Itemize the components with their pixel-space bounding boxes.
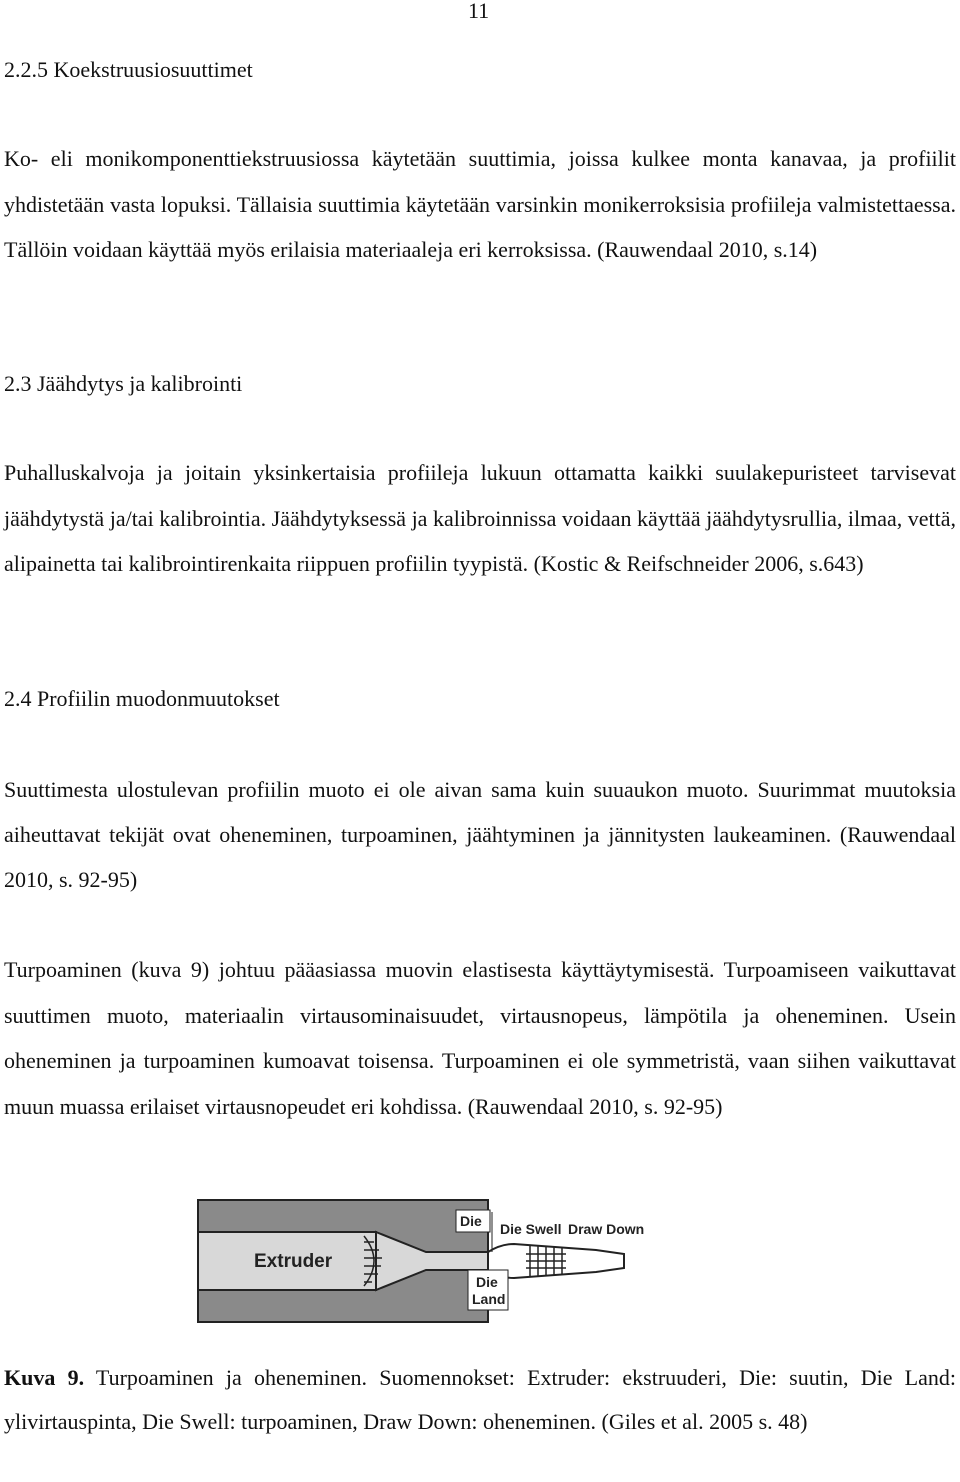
draw-down-label: Draw Down [568, 1221, 645, 1237]
die-land-label-line2: Land [472, 1291, 506, 1307]
die-swell-figure [196, 1198, 645, 1324]
caption-label: Kuva 9. [4, 1365, 85, 1390]
section-heading-koekstruusiosuuttimet: 2.2.5 Koekstruusiosuuttimet [4, 57, 253, 82]
section-heading-jaahdytys: 2.3 Jäähdytys ja kalibrointi [4, 371, 243, 396]
die-land-label-line1: Die [476, 1274, 498, 1290]
paragraph-koekstruusio: Ko- eli monikomponenttiekstruusiossa käytetään suuttimia, joissa kulkee monta kanavaa, ja profiilit yhdistetään vasta lopuksi. Tällaisia suuttimia käytetään varsinkin monikerroksisia profiileja valmistettaessa. Tällöin voidaan käyttää myös erilaisia materiaaleja eri kerroksissa. (Rauwendaal 2010, s.14) [4, 146, 956, 262]
die-label: Die [460, 1213, 482, 1229]
page-number: 11 [468, 0, 490, 23]
paragraph-jaahdytys: Puhalluskalvoja ja joitain yksinkertaisia profiileja lukuun ottamatta kaikki suulakepuristeet tarvisevat jäähdytystä ja/tai kalibrointia. Jäähdytyksessä ja kalibroinnissa voidaan käyttää jäähdytysrullia, ilmaa, vettä, alipainetta tai kalibrointirenkaita riippuen profiilin tyypistä. (Kostic & Reifschneider 2006, s.643) [4, 460, 956, 576]
figure-caption [4, 1356, 956, 1444]
extruder-label: Extruder [254, 1251, 333, 1272]
die-swell-label: Die Swell [500, 1221, 562, 1237]
paragraph-muodonmuutokset: Suuttimesta ulostulevan profiilin muoto ei ole aivan sama kuin suuaukon muoto. Suurimmat muutoksia aiheuttavat tekijät ovat oheneminen, turpoaminen, jäähtyminen ja jännitysten laukeaminen. (Rauwendaal 2010, s. 92-95) [4, 777, 956, 892]
caption-text: Turpoaminen ja oheneminen. Suomennokset: Extruder: ekstruuderi, Die: suutin, Die Land: ylivirtauspinta, Die Swell: turpoaminen, Draw Down: oheneminen. (Giles et al. 2005 s. 48) [4, 1365, 956, 1434]
section-heading-muodonmuutokset: 2.4 Profiilin muodonmuutokset [4, 686, 280, 711]
die-swell-diagram [196, 1198, 645, 1324]
paragraph-turpoaminen: Turpoaminen (kuva 9) johtuu pääasiassa muovin elastisesta käyttäytymisestä. Turpoamiseen vaikuttavat suuttimen muoto, materiaalin virtausominaisuudet, virtausnopeus, lämpötila ja oheneminen. Usein oheneminen ja turpoaminen kumoavat toisensa. Turpoaminen ei ole symmetristä, vaan siihen vaikuttavat muun muassa erilaiset virtausnopeudet eri kohdissa. (Rauwendaal 2010, s. 92-95) [4, 957, 956, 1119]
